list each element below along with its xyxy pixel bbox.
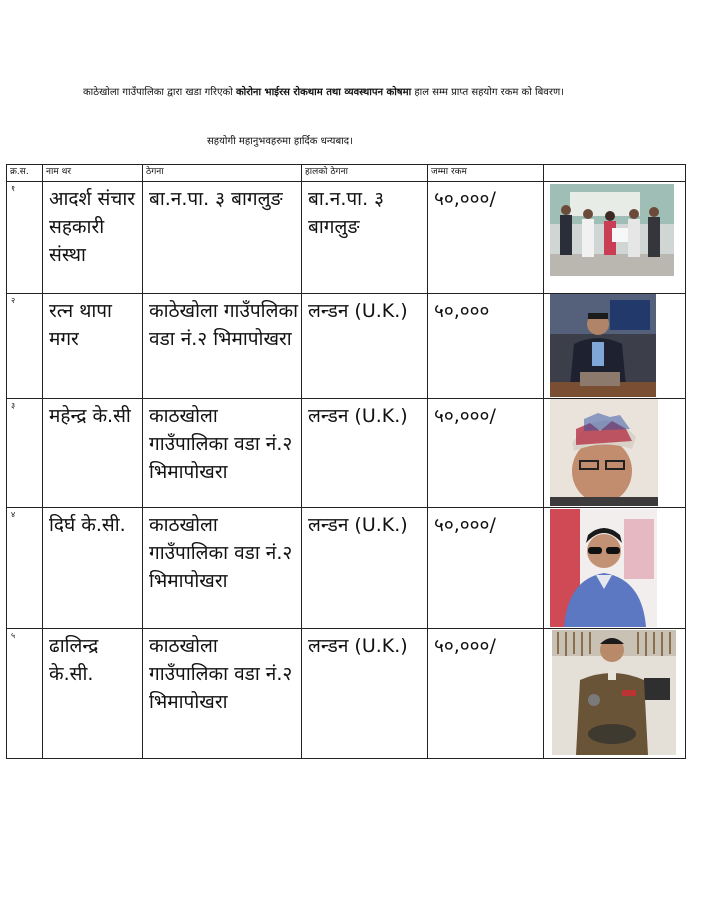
cell-address: काठखोला गाउँपालिका वडा नं.२ भिमापोखरा (143, 629, 302, 759)
cell-serial: ४ (7, 508, 43, 629)
cell-current-address: बा.न.पा. ३ बागलुङ (302, 182, 428, 294)
cell-serial: १ (7, 182, 43, 294)
cell-photo (544, 294, 686, 399)
portrait-man-uniform (552, 630, 676, 755)
fund-name: कोरोना भाईरस रोकथाम तथा व्यवस्थापन कोषमा (235, 87, 412, 98)
cell-name: रत्न थापा मगर (43, 294, 143, 399)
table-row (7, 508, 686, 629)
header-name: नाम थर (43, 165, 143, 182)
cell-photo (544, 508, 686, 629)
cell-photo (544, 399, 686, 508)
cell-amount: ५०,०००/ (428, 629, 544, 759)
cell-photo (544, 182, 686, 294)
intro-text-start: काठेखोला गाउँपालिका द्वारा खडा गरिएको (83, 87, 236, 98)
cell-current-address: लन्डन (U.K.) (302, 508, 428, 629)
cell-serial: ३ (7, 399, 43, 508)
intro-paragraph (83, 83, 643, 102)
table-row (7, 629, 686, 759)
header-amount: जम्मा रकम (428, 165, 544, 182)
cell-amount: ५०,०००/ (428, 399, 544, 508)
donor-table (6, 164, 686, 759)
cell-current-address: लन्डन (U.K.) (302, 629, 428, 759)
cell-address: काठखोला गाउँपालिका वडा नं.२ भिमापोखरा (143, 399, 302, 508)
header-current-address: हालको ठेगना (302, 165, 428, 182)
cell-address: काठखोला गाउँपालिका वडा नं.२ भिमापोखरा (143, 508, 302, 629)
cell-address: बा.न.पा. ३ बागलुङ (143, 182, 302, 294)
header-address: ठेगना (143, 165, 302, 182)
table-row (7, 294, 686, 399)
cell-serial: ५ (7, 629, 43, 759)
cell-name: महेन्द्र के.सी (43, 399, 143, 508)
table-row (7, 399, 686, 508)
cell-photo (544, 629, 686, 759)
cell-name: ढालिन्द्र के.सी. (43, 629, 143, 759)
cell-name: दिर्घ के.सी. (43, 508, 143, 629)
cell-amount: ५०,०००/ (428, 182, 544, 294)
table-row (7, 182, 686, 294)
portrait-man-sunglasses (550, 509, 657, 627)
header-serial: क्र.स. (7, 165, 43, 182)
portrait-man-dhaka-topi (550, 399, 658, 506)
cell-name: आदर्श संचार सहकारी संस्था (43, 182, 143, 294)
header-photo (544, 165, 686, 182)
cell-current-address: लन्डन (U.K.) (302, 399, 428, 508)
thanks-line: सहयोगी महानुभवहरुमा हार्दिक धन्यबाद। (207, 136, 353, 147)
cell-serial: २ (7, 294, 43, 399)
intro-text-end: हाल सम्म प्राप्त सहयोग रकम को बिवरण। (411, 87, 564, 98)
cell-current-address: लन्डन (U.K.) (302, 294, 428, 399)
cell-amount: ५०,००० (428, 294, 544, 399)
table-header-row (7, 165, 686, 182)
cell-amount: ५०,०००/ (428, 508, 544, 629)
group-handover-photo (550, 184, 674, 276)
cell-address: काठेखोला गाउँपलिका वडा नं.२ भिमापोखरा (143, 294, 302, 399)
portrait-seated-man (550, 294, 656, 397)
